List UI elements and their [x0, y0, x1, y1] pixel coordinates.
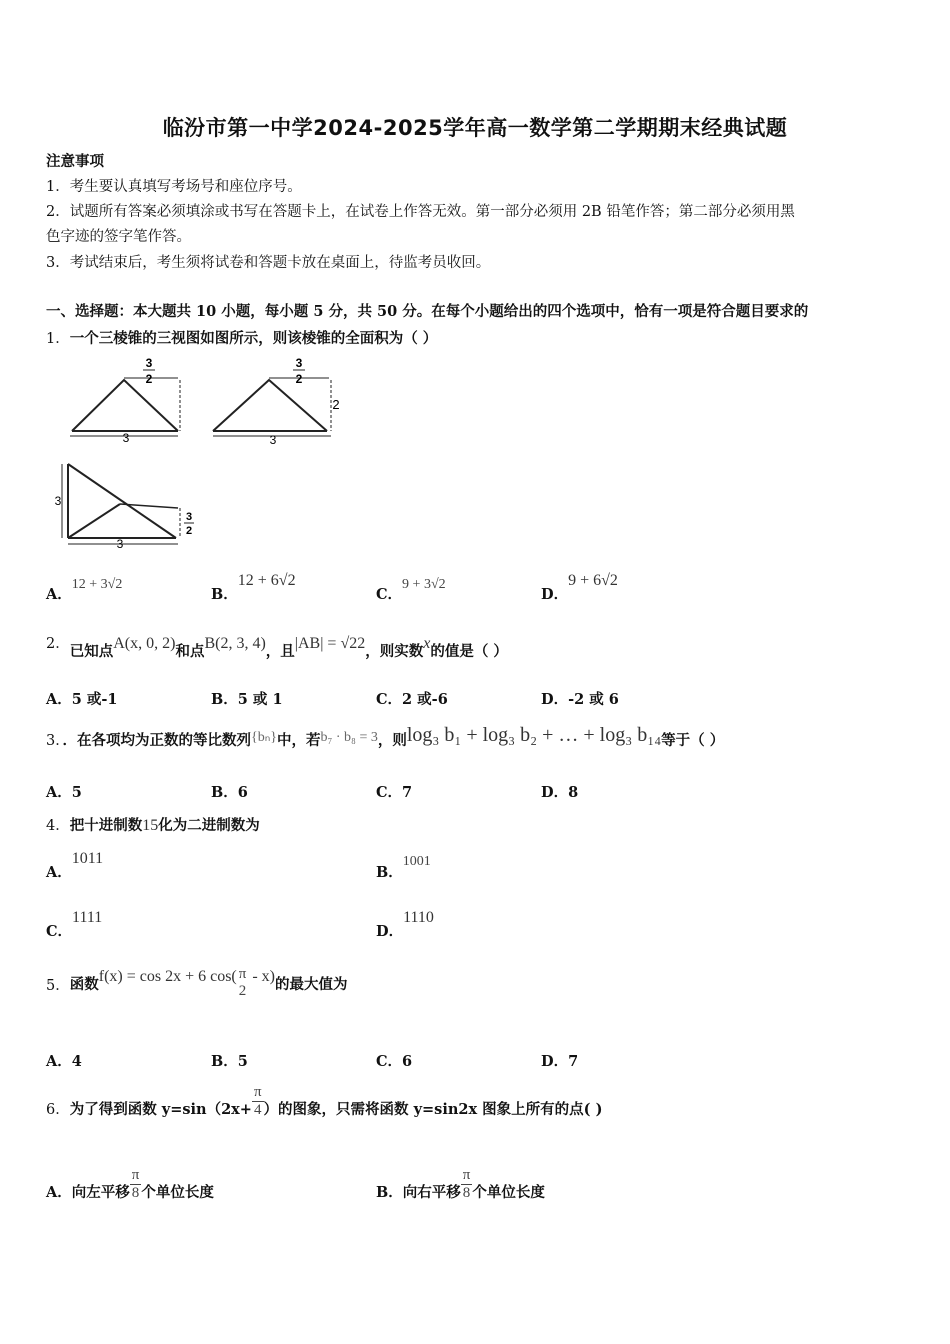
notice-item: 2．试题所有答案必须填涂或书写在答题卡上，在试卷上作答无效。第一部分必须用 2B 铅笔作答；第二部分必须用黑 — [46, 204, 795, 220]
option-d[interactable]: D．7 — [541, 1053, 579, 1070]
three-view-side — [205, 352, 350, 447]
fraction: π 2 — [238, 966, 247, 999]
dim-label: 2 — [145, 372, 153, 386]
option-a[interactable]: A．1011 — [46, 850, 104, 881]
option-b[interactable]: B．12 + 6√2 — [211, 572, 296, 603]
option-a[interactable]: A．12 + 3√2 — [46, 577, 123, 603]
question-text: 一个三棱锥的三视图如图所示，则该棱锥的全面积为（ ） — [69, 330, 438, 347]
option-c[interactable]: C．2 或-6 — [376, 691, 448, 708]
dim-label: 2 — [295, 372, 303, 386]
option-b[interactable]: B．5 — [211, 1053, 248, 1070]
question-2: 2．已知点A(x, 0, 2)和点B(2, 3, 4)，且|AB| = √22，则实数x的值是（ ） — [46, 635, 508, 660]
option-d[interactable]: D．8 — [541, 784, 579, 801]
dim-label: 3 — [54, 494, 62, 508]
three-view-front — [60, 352, 200, 444]
dim-label: 2 — [332, 397, 340, 412]
question-4: 4．把十进制数15化为二进制数为 — [46, 817, 260, 834]
notice-item: 色字迹的签字笔作答。 — [46, 229, 191, 245]
dim-label: 3 — [145, 356, 153, 370]
fraction: $\frac{\pi}{8}$ — [131, 1167, 140, 1201]
option-a[interactable]: A．向左平移 $\frac{\pi}{8}$ 个单位长度 — [46, 1167, 214, 1201]
notice-item: 3．考试结束后，考生须将试卷和答题卡放在桌面上，待监考员收回。 — [46, 255, 491, 271]
exam-title: 临汾市第一中学2024-2025学年高一数学第二学期期末经典试题 — [162, 116, 788, 140]
option-a[interactable]: A．5 或-1 — [46, 691, 118, 708]
question-number: 1． — [46, 331, 70, 347]
option-c[interactable]: C．9 + 3√2 — [376, 577, 446, 603]
dim-label: 3 — [116, 537, 124, 550]
fraction: $\frac{\pi}{8}$ — [462, 1167, 471, 1201]
option-d[interactable]: D．-2 或 6 — [541, 691, 619, 708]
option-b[interactable]: B．6 — [211, 784, 248, 801]
option-a[interactable]: A．5 — [46, 784, 82, 801]
section-heading: 一、选择题：本大题共 10 小题，每小题 5 分，共 50 分。在每个小题给出的四个选项中，恰有一项是符合题目要求的 — [46, 303, 809, 320]
option-a[interactable]: A．4 — [46, 1053, 82, 1070]
option-c[interactable]: C．1111 — [46, 909, 103, 940]
question-3: 3．．在各项均为正数的等比数列{bₙ}中，若b₇ · b₈ = 3，则log₃ b₁ + log₃ b₂ + … + log₃ b₁₄等于（ ） — [46, 724, 725, 749]
dim-label: 3 — [269, 433, 277, 447]
dim-label: 3 — [295, 356, 303, 370]
fraction: $\frac{\pi}{4}$ — [253, 1084, 262, 1118]
notice-heading: 注意事项 — [46, 153, 104, 170]
option-b[interactable]: B．1001 — [376, 854, 431, 881]
question-6: 6．为了得到函数 y=sin（2x+ $\frac{\pi}{4}$ ）的图象，只需将函数 y=sin2x 图象上所有的点( ) — [46, 1084, 603, 1118]
question-5: 5．函数f(x) = cos 2x + 6 cos( π 2 - x)的最大值为 — [46, 966, 348, 999]
option-d[interactable]: D．1110 — [376, 909, 434, 940]
option-c[interactable]: C．7 — [376, 784, 413, 801]
three-view-top — [50, 458, 200, 550]
option-b[interactable]: B．5 或 1 — [211, 691, 283, 708]
question-1 — [46, 327, 437, 348]
option-d[interactable]: D．9 + 6√2 — [541, 572, 618, 603]
dim-label: 2 — [185, 525, 193, 537]
option-c[interactable]: C．6 — [376, 1053, 413, 1070]
dim-label: 3 — [185, 511, 193, 523]
notice-item: 1．考生要认真填写考场号和座位序号。 — [46, 179, 302, 195]
dim-label: 3 — [122, 431, 130, 444]
option-b[interactable]: B．向右平移 $\frac{\pi}{8}$ 个单位长度 — [376, 1167, 545, 1201]
